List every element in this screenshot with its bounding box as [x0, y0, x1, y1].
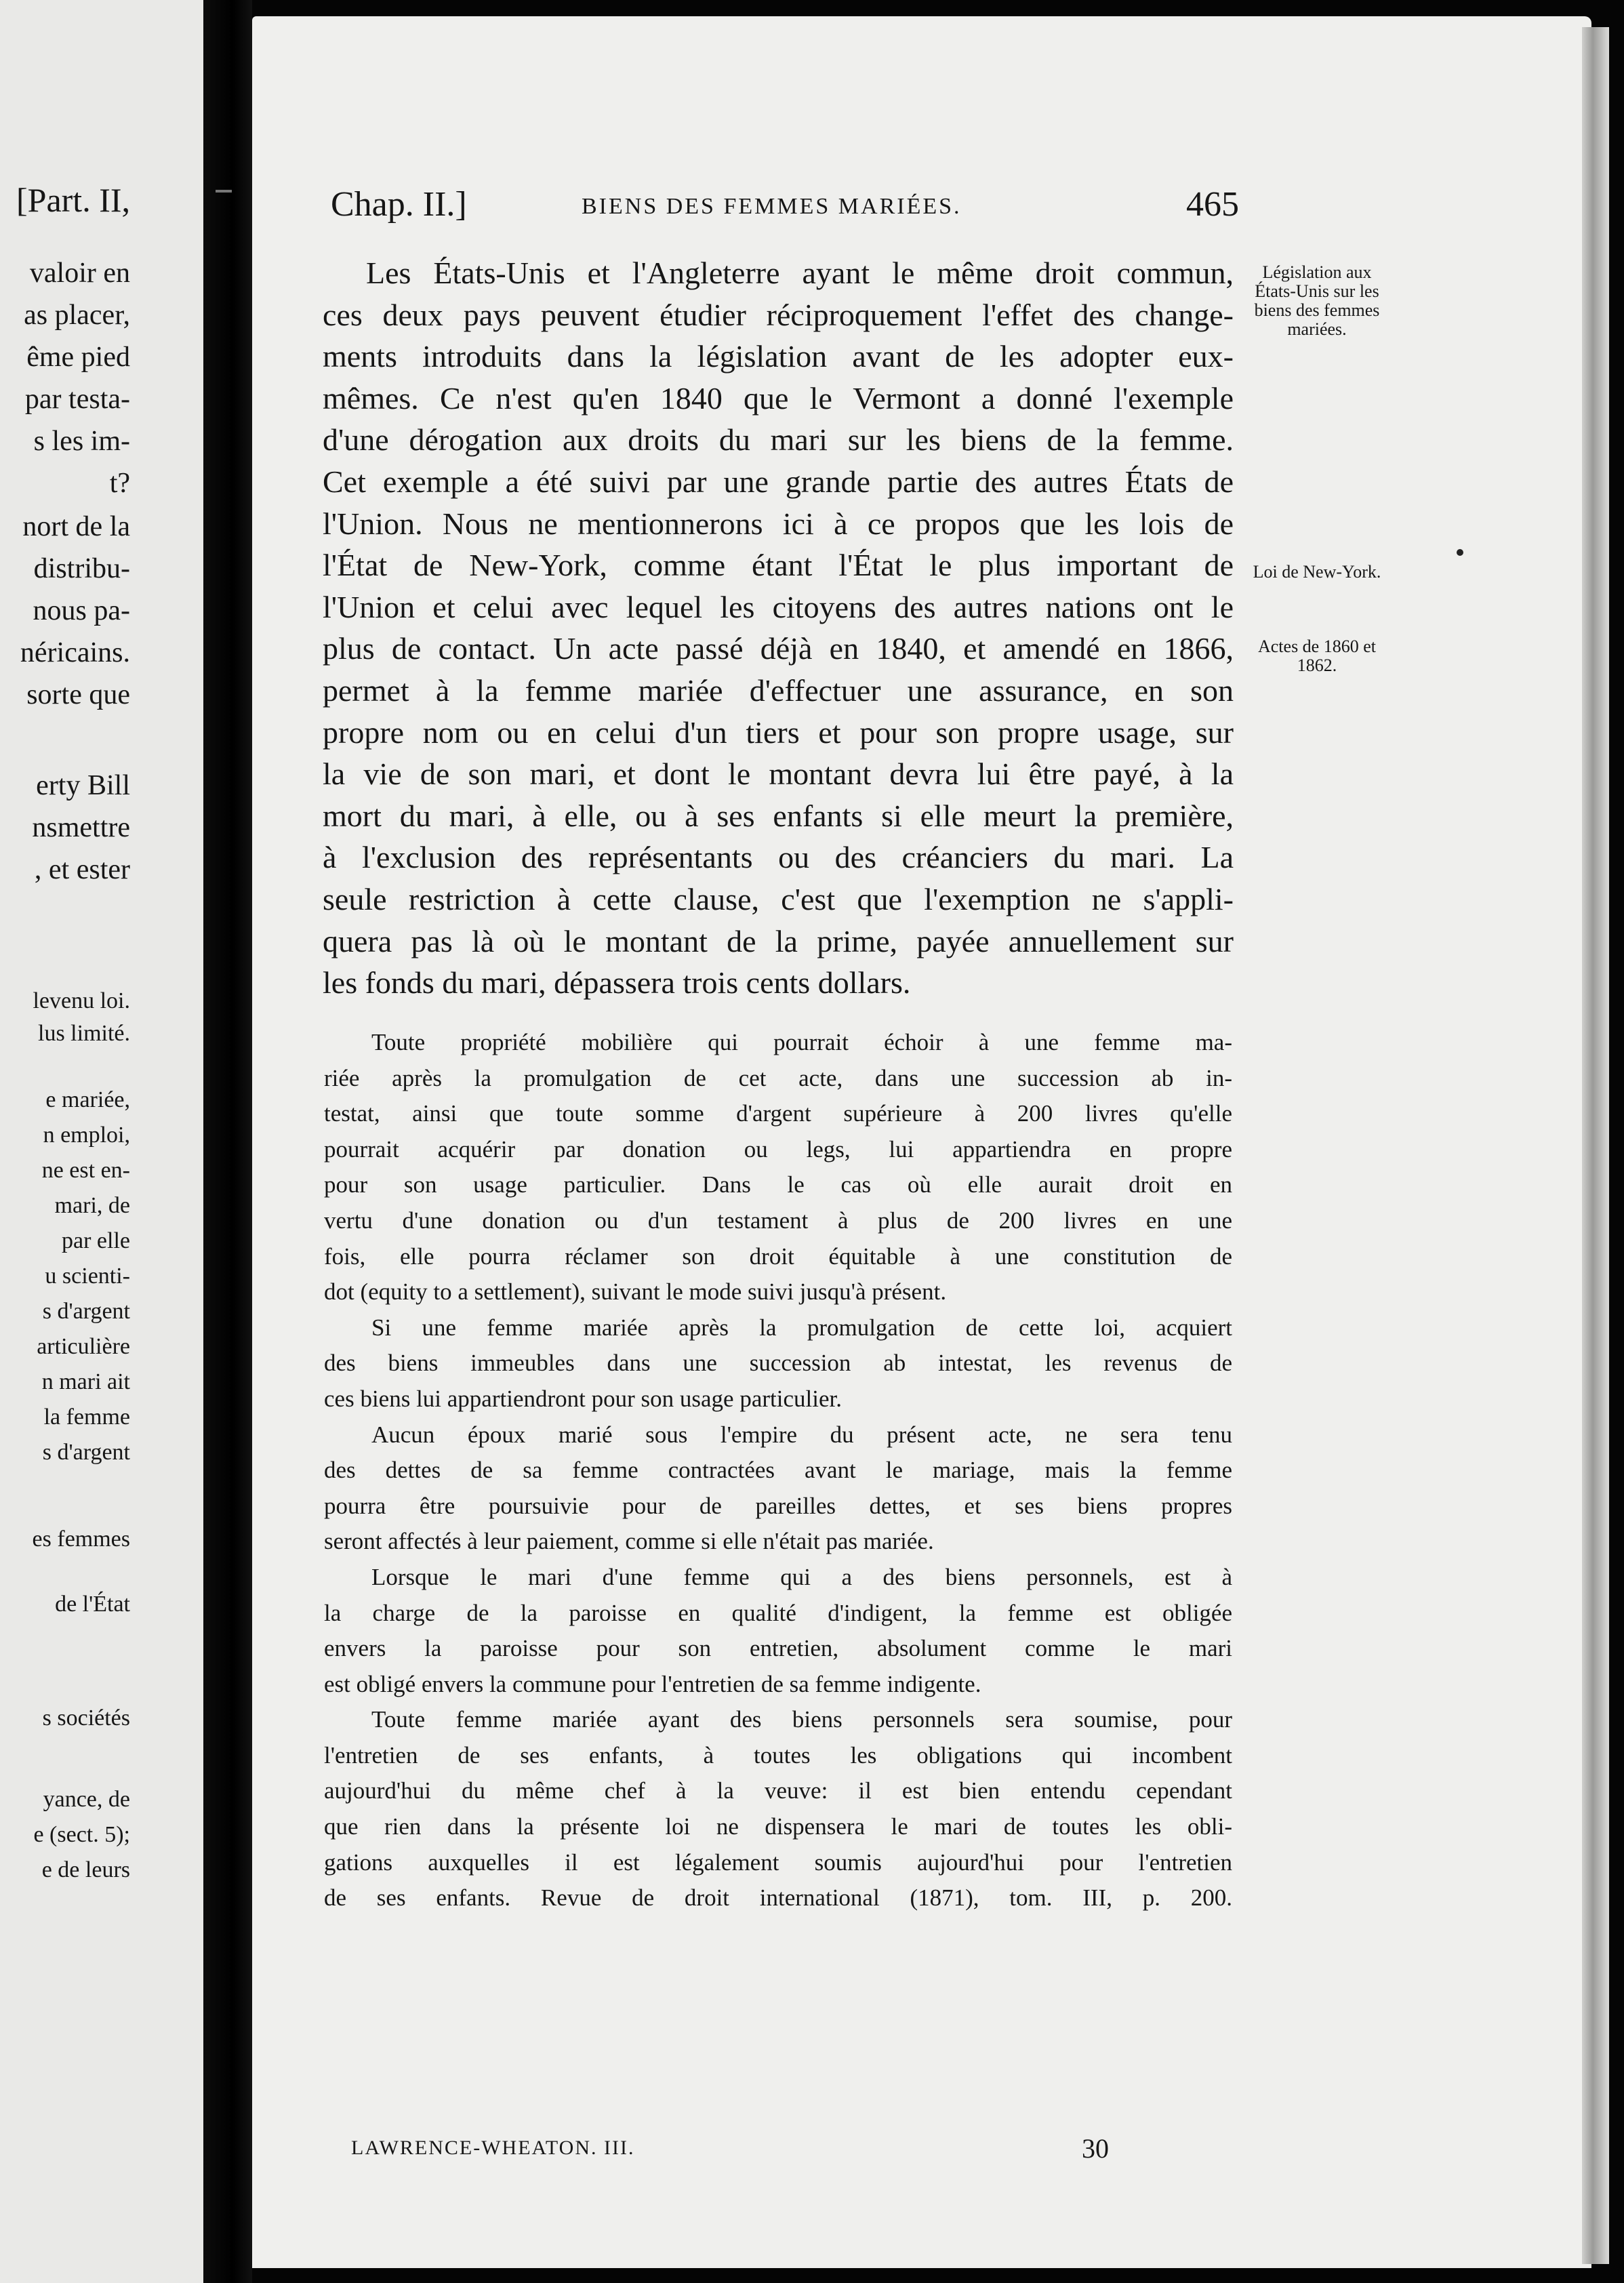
- left-page-line: ême pied: [26, 342, 130, 373]
- book-gutter: [203, 0, 252, 2283]
- note-line: Aucun époux marié sous l'empire du présent acte, ne sera tenu: [371, 1421, 1232, 1448]
- note-line: pour son usage particulier. Dans le cas où elle aurait droit en: [324, 1171, 1232, 1198]
- left-page-line: e (sect. 5);: [33, 1822, 130, 1847]
- left-page-line: ne est en-: [41, 1158, 130, 1183]
- note-line: Toute propriété mobilière qui pourrait échoir à une femme ma-: [371, 1029, 1232, 1055]
- note-line: gations auxquelles il est légalement soumis aujourd'hui pour l'entretien: [324, 1848, 1232, 1876]
- body-line: propre nom ou en celui d'un tiers et pour son propre usage, sur: [323, 714, 1234, 750]
- note-line: Toute femme mariée ayant des biens personnels sera soumise, pour: [371, 1706, 1232, 1733]
- left-page-line: yance, de: [43, 1787, 130, 1812]
- note-line: est obligé envers la commune pour l'entretien de sa femme indigente.: [324, 1670, 981, 1697]
- left-page-line: e mariée,: [45, 1087, 130, 1112]
- page-edge-stack: [1582, 27, 1609, 2264]
- note-line: aujourd'hui du même chef à la veuve: il est bien entendu cependant: [324, 1777, 1232, 1804]
- left-page-line: as placer,: [24, 300, 130, 331]
- left-page-line: t?: [109, 468, 130, 499]
- body-line: les fonds du mari, dépassera trois cents dollars.: [323, 965, 911, 1001]
- note-line: l'entretien de ses enfants, à toutes les obligations qui incombent: [324, 1741, 1232, 1769]
- left-page-line: s sociétés: [42, 1705, 130, 1731]
- note-line: des biens immeubles dans une succession ab intestat, les revenus de: [324, 1350, 1232, 1377]
- left-page-line: lus limité.: [38, 1021, 130, 1046]
- left-page-line: n mari ait: [41, 1369, 130, 1394]
- left-page-line: par testa-: [24, 384, 130, 415]
- body-line: la vie de son mari, et dont le montant devra lui être payé, à la: [323, 756, 1234, 792]
- left-page-line: [Part. II,: [16, 181, 130, 219]
- note-line: Si une femme mariée après la promulgation de cette loi, acquiert: [371, 1314, 1232, 1341]
- body-line: mort du mari, à elle, ou à ses enfants si elle meurt la première,: [323, 798, 1234, 833]
- left-page-line: par elle: [62, 1228, 130, 1253]
- left-page-line: n emploi,: [43, 1123, 130, 1148]
- left-page-line: distribu-: [33, 553, 130, 584]
- left-page-line: erty Bill: [36, 770, 130, 801]
- body-line: l'État de New-York, comme étant l'État le plus important de: [323, 548, 1234, 583]
- left-page-line: es femmes: [32, 1527, 130, 1552]
- body-line: permet à la femme mariée d'effectuer une assurance, en son: [323, 672, 1234, 708]
- left-page-line: , et ester: [34, 854, 130, 885]
- body-line: à l'exclusion des représentants ou des créanciers du mari. La: [323, 840, 1234, 875]
- page-header: [331, 184, 1239, 232]
- margin-note: Loi de New-York.: [1253, 562, 1381, 582]
- body-line: l'Union. Nous ne mentionnerons ici à ce propos que les lois de: [323, 506, 1234, 541]
- body-line: plus de contact. Un acte passé déjà en 1840, et amendé en 1866,: [323, 631, 1234, 666]
- body-line: mêmes. Ce n'est qu'en 1840 que le Vermont a donné l'exemple: [323, 380, 1234, 416]
- running-title: BIENS DES FEMMES MARIÉES.: [582, 194, 962, 219]
- body-line: l'Union et celui avec lequel les citoyens des autres nations ont le: [323, 589, 1234, 624]
- note-line: ces biens lui appartiendront pour son usage particulier.: [324, 1385, 842, 1412]
- left-page-line: néricains.: [20, 637, 130, 668]
- note-line: la charge de la paroisse en qualité d'indigent, la femme est obligée: [324, 1599, 1232, 1626]
- body-line: seule restriction à cette clause, c'est que l'exemption ne s'appli-: [323, 881, 1234, 916]
- left-page-line: s d'argent: [42, 1440, 130, 1465]
- left-page-line: e de leurs: [41, 1857, 130, 1882]
- left-page-line: u scienti-: [45, 1264, 130, 1289]
- body-line: Les États-Unis et l'Angleterre ayant le même droit commun,: [366, 256, 1234, 290]
- note-line: seront affectés à leur paiement, comme si elle n'était pas mariée.: [324, 1528, 934, 1555]
- left-page-line: de l'État: [55, 1592, 130, 1617]
- page-number: 465: [1186, 185, 1239, 224]
- note-line: vertu d'une donation ou d'un testament à plus de 200 livres en une: [324, 1207, 1232, 1234]
- note-line: dot (equity to a settlement), suivant le mode suivi jusqu'à présent.: [324, 1278, 947, 1306]
- body-line: d'une dérogation aux droits du mari sur les biens de la femme.: [323, 422, 1234, 458]
- margin-note: Législation aux États-Unis sur les biens des femmes mariées.: [1254, 262, 1380, 339]
- note-line: des dettes de sa femme contractées avant le mariage, mais la femme: [324, 1457, 1232, 1484]
- left-page-line: articulière: [37, 1334, 130, 1359]
- left-page-line: s d'argent: [42, 1299, 130, 1324]
- note-line: pourrait acquérir par donation ou legs, lui appartiendra en propre: [324, 1135, 1232, 1163]
- footnote-text: [324, 1025, 1232, 1916]
- note-line: que rien dans la présente loi ne dispensera le mari de toutes les obli-: [324, 1813, 1232, 1840]
- note-line: de ses enfants. Revue de droit international (1871), tom. III, p. 200.: [324, 1884, 1232, 1912]
- left-page-line: nous pa-: [33, 595, 130, 626]
- note-line: envers la paroisse pour son entretien, absolument comme le mari: [324, 1635, 1232, 1662]
- page-edge-mark: [216, 190, 232, 193]
- left-page-line: s les im-: [33, 426, 130, 457]
- left-page-fragment: [0, 0, 203, 2283]
- left-page-line: levenu loi.: [33, 988, 130, 1013]
- left-page-line: sorte que: [26, 679, 130, 710]
- left-page-line: la femme: [43, 1405, 130, 1430]
- note-line: fois, elle pourra réclamer son droit équitable à une constitution de: [324, 1242, 1232, 1270]
- left-page-line: mari, de: [54, 1193, 130, 1218]
- note-line: riée après la promulgation de cet acte, dans une succession ab in-: [324, 1064, 1232, 1091]
- note-line: testat, ainsi que toute somme d'argent supérieure à 200 livres qu'elle: [324, 1100, 1232, 1127]
- margin-note: Actes de 1860 et 1862.: [1257, 637, 1376, 675]
- body-line: quera pas là où le montant de la prime, payée annuellement sur: [323, 923, 1234, 958]
- body-line: ces deux pays peuvent étudier réciproquement l'effet des change-: [323, 297, 1234, 332]
- note-line: Lorsque le mari d'une femme qui a des biens personnels, est à: [371, 1563, 1232, 1590]
- left-page-line: nort de la: [22, 511, 130, 542]
- note-line: pourra être poursuivie pour de pareilles dettes, et ses biens propres: [324, 1492, 1232, 1519]
- printer-signature: LAWRENCE-WHEATON. III.: [351, 2137, 635, 2159]
- ink-dot: [1457, 549, 1463, 556]
- left-page-line: valoir en: [29, 258, 130, 289]
- left-page-line: nsmettre: [32, 812, 130, 843]
- body-line: ments introduits dans la législation avant de les adopter eux-: [323, 339, 1234, 374]
- signature-number: 30: [1082, 2133, 1109, 2164]
- body-line: Cet exemple a été suivi par une grande partie des autres États de: [323, 464, 1234, 499]
- chapter-label: Chap. II.]: [331, 185, 467, 224]
- main-body-text: [323, 252, 1234, 1004]
